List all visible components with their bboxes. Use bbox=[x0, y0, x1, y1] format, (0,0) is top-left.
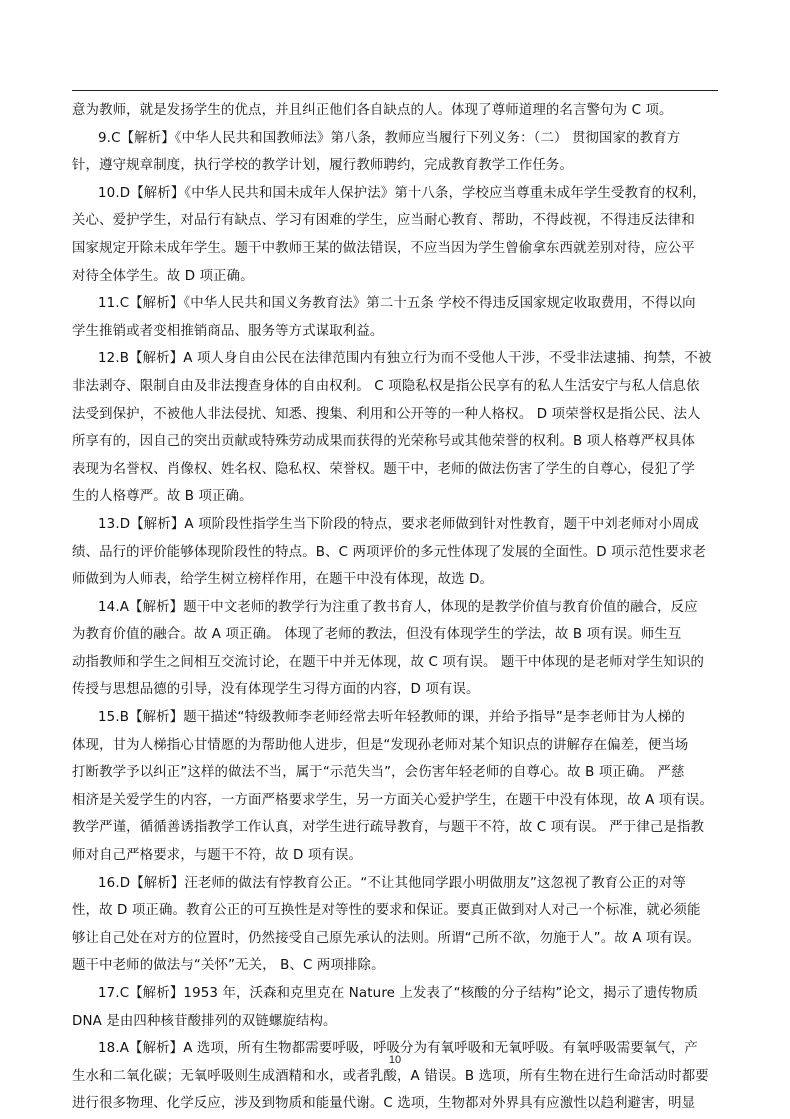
explanation-start-line: 13.D【解析】A 项阶段性指学生当下阶段的特点，要求老师做到针对性教育，题干中刘老师对小周成 bbox=[98, 516, 700, 532]
explanation-start-line: 18.A【解析】A 选项，所有生物都需要呼吸，呼吸分为有氧呼吸和无氧呼吸。有氧呼吸需要氧气，产 bbox=[98, 1041, 698, 1057]
text-line: 动指教师和学生之间相互交流讨论，在题干中并无体现，故 C 项有误。 题干中体现的是老师对学生知识的 bbox=[72, 654, 705, 670]
text-line: 打断教学予以纠正”这样的做法不当，属于“示范失当”，会伤害年轻老师的自尊心。故 B 项正确。 严慈 bbox=[72, 765, 685, 781]
text-line: DNA 是由四种核苷酸排列的双链螺旋结构。 bbox=[72, 1013, 337, 1029]
text-line: 法受到保护，不被他人非法侵扰、知悉、搜集、利用和公开等的一种人格权。 D 项荣誉权是指公民、法人 bbox=[72, 406, 701, 422]
explanation-start-line: 17.C【解析】1953 年，沃森和克里克在 Nature 上发表了“核酸的分子结构”论文，揭示了遗传物质 bbox=[98, 986, 699, 1001]
text-line: 体现，甘为人梯指心甘情愿的为帮助他人进步，但是“发现孙老师对某个知识点的讲解存在偏差，便当场 bbox=[72, 737, 689, 753]
text-line: 关心、爱护学生，对品行有缺点、学习有困难的学生，应当耐心教育、帮助，不得歧视，不得违反法律和 bbox=[72, 213, 695, 229]
text-line: 够让自己处在对方的位置时，仍然接受自己原先承认的法则。所谓“己所不欲，勿施于人”。故 A 项有误。 bbox=[72, 930, 701, 946]
page-number: 10 bbox=[388, 1054, 402, 1066]
text-line: 国家规定开除未成年学生。题干中教师王某的做法错误，不应当因为学生曾偷拿东西就差别对待，应公平 bbox=[72, 240, 695, 256]
text-line: 师做到为人师表，给学生树立榜样作用，在题干中没有体现，故选 D。 bbox=[72, 572, 494, 588]
explanation-start-line: 16.D【解析】汪老师的做法有悖教育公正。“不让其他同学跟小明做朋友”这忽视了教育公正的对等 bbox=[98, 875, 687, 891]
explanation-start-line: 11.C【解析】《中华人民共和国义务教育法》第二十五条 学校不得违反国家规定收取费用，不得以向 bbox=[98, 296, 696, 312]
text-line: 所享有的，因自己的突出贡献或特殊劳动成果而获得的光荣称号或其他荣誉的权利。B 项人格尊严权具体 bbox=[72, 434, 696, 450]
header-rule bbox=[72, 90, 718, 91]
explanation-start-line: 14.A【解析】题干中文老师的教学行为注重了教书育人，体现的是教学价值与教育价值的融合，反应 bbox=[98, 599, 698, 615]
text-line: 针，遵守规章制度，执行学校的教学计划，履行教师聘约，完成教育教学工作任务。 bbox=[72, 158, 574, 174]
text-line: 为教育价值的融合。故 A 项正确。 体现了老师的教法，但没有体现学生的学法，故 B 项有误。师生互 bbox=[72, 627, 682, 643]
text-line: 绩、品行的评价能够体现阶段性的特点。B、C 两项评价的多元性体现了发展的全面性。D 项示范性要求老 bbox=[72, 544, 706, 560]
text-line: 教学严谨，循循善诱指教学工作认真，对学生进行疏导教育，与题干不符，故 C 项有误。 严于律己是指教 bbox=[72, 820, 705, 836]
text-line: 表现为名誉权、肖像权、姓名权、隐私权、荣誉权。题干中，老师的做法伤害了学生的自尊心，侵犯了学 bbox=[72, 461, 695, 477]
text-line: 生水和二氧化碳；无氧呼吸则生成酒精和水，或者乳酸，A 错误。B 选项，所有生物在进行生命活动时都要 bbox=[72, 1068, 709, 1084]
explanation-start-line: 15.B【解析】题干描述“特级教师李老师经常去听年轻教师的课，并给予指导”是李老师甘为人梯的 bbox=[98, 710, 685, 726]
text-line: 对待全体学生。故 D 项正确。 bbox=[72, 268, 254, 284]
text-line: 相济是关爱学生的内容，一方面严格要求学生，另一方面关心爱护学生，在题干中没有体现，故 A 项有误。 bbox=[72, 792, 713, 808]
answer-explanations bbox=[72, 97, 718, 1118]
explanation-start-line: 9.C【解析】《中华人民共和国教师法》第八条，教师应当履行下列义务：（二） 贯彻国家的教育方 bbox=[98, 130, 681, 146]
text-line: 学生推销或者变相推销商品、服务等方式谋取利益。 bbox=[72, 323, 384, 339]
text-line: 进行很多物理、化学反应，涉及到物质和能量代谢。C 选项，生物都对外界具有应激性以趋利避害，明显 bbox=[72, 1096, 696, 1112]
text-line: 性，故 D 项正确。教育公正的可互换性是对等性的要求和保证。要真正做到对人对己一个标准，就必须能 bbox=[72, 903, 701, 919]
text-line: 题干中老师的做法与“关怀”无关， B、C 两项排除。 bbox=[72, 958, 385, 974]
text-line: 生的人格尊严。故 B 项正确。 bbox=[72, 489, 253, 505]
text-line: 传授与思想品德的引导，没有体现学生习得方面的内容，D 项有误。 bbox=[72, 682, 480, 698]
text-line: 意为教师，就是发扬学生的优点，并且纠正他们各自缺点的人。体现了尊师道理的名言警句为 C 项。 bbox=[72, 103, 673, 118]
explanation-start-line: 10.D【解析】《中华人民共和国未成年人保护法》第十八条，学校应当尊重未成年学生受教育的权利， bbox=[98, 185, 706, 201]
explanation-start-line: 12.B【解析】A 项人身自由公民在法律范围内有独立行为而不受他人干涉，不受非法逮捕、拘禁，不被 bbox=[98, 351, 712, 367]
text-line: 非法剥夺、限制自由及非法搜查身体的自由权利。 C 项隐私权是指公民享有的私人生活安宁与私人信息依 bbox=[72, 378, 700, 394]
text-line: 师对自己严格要求，与题干不符，故 D 项有误。 bbox=[72, 848, 363, 864]
